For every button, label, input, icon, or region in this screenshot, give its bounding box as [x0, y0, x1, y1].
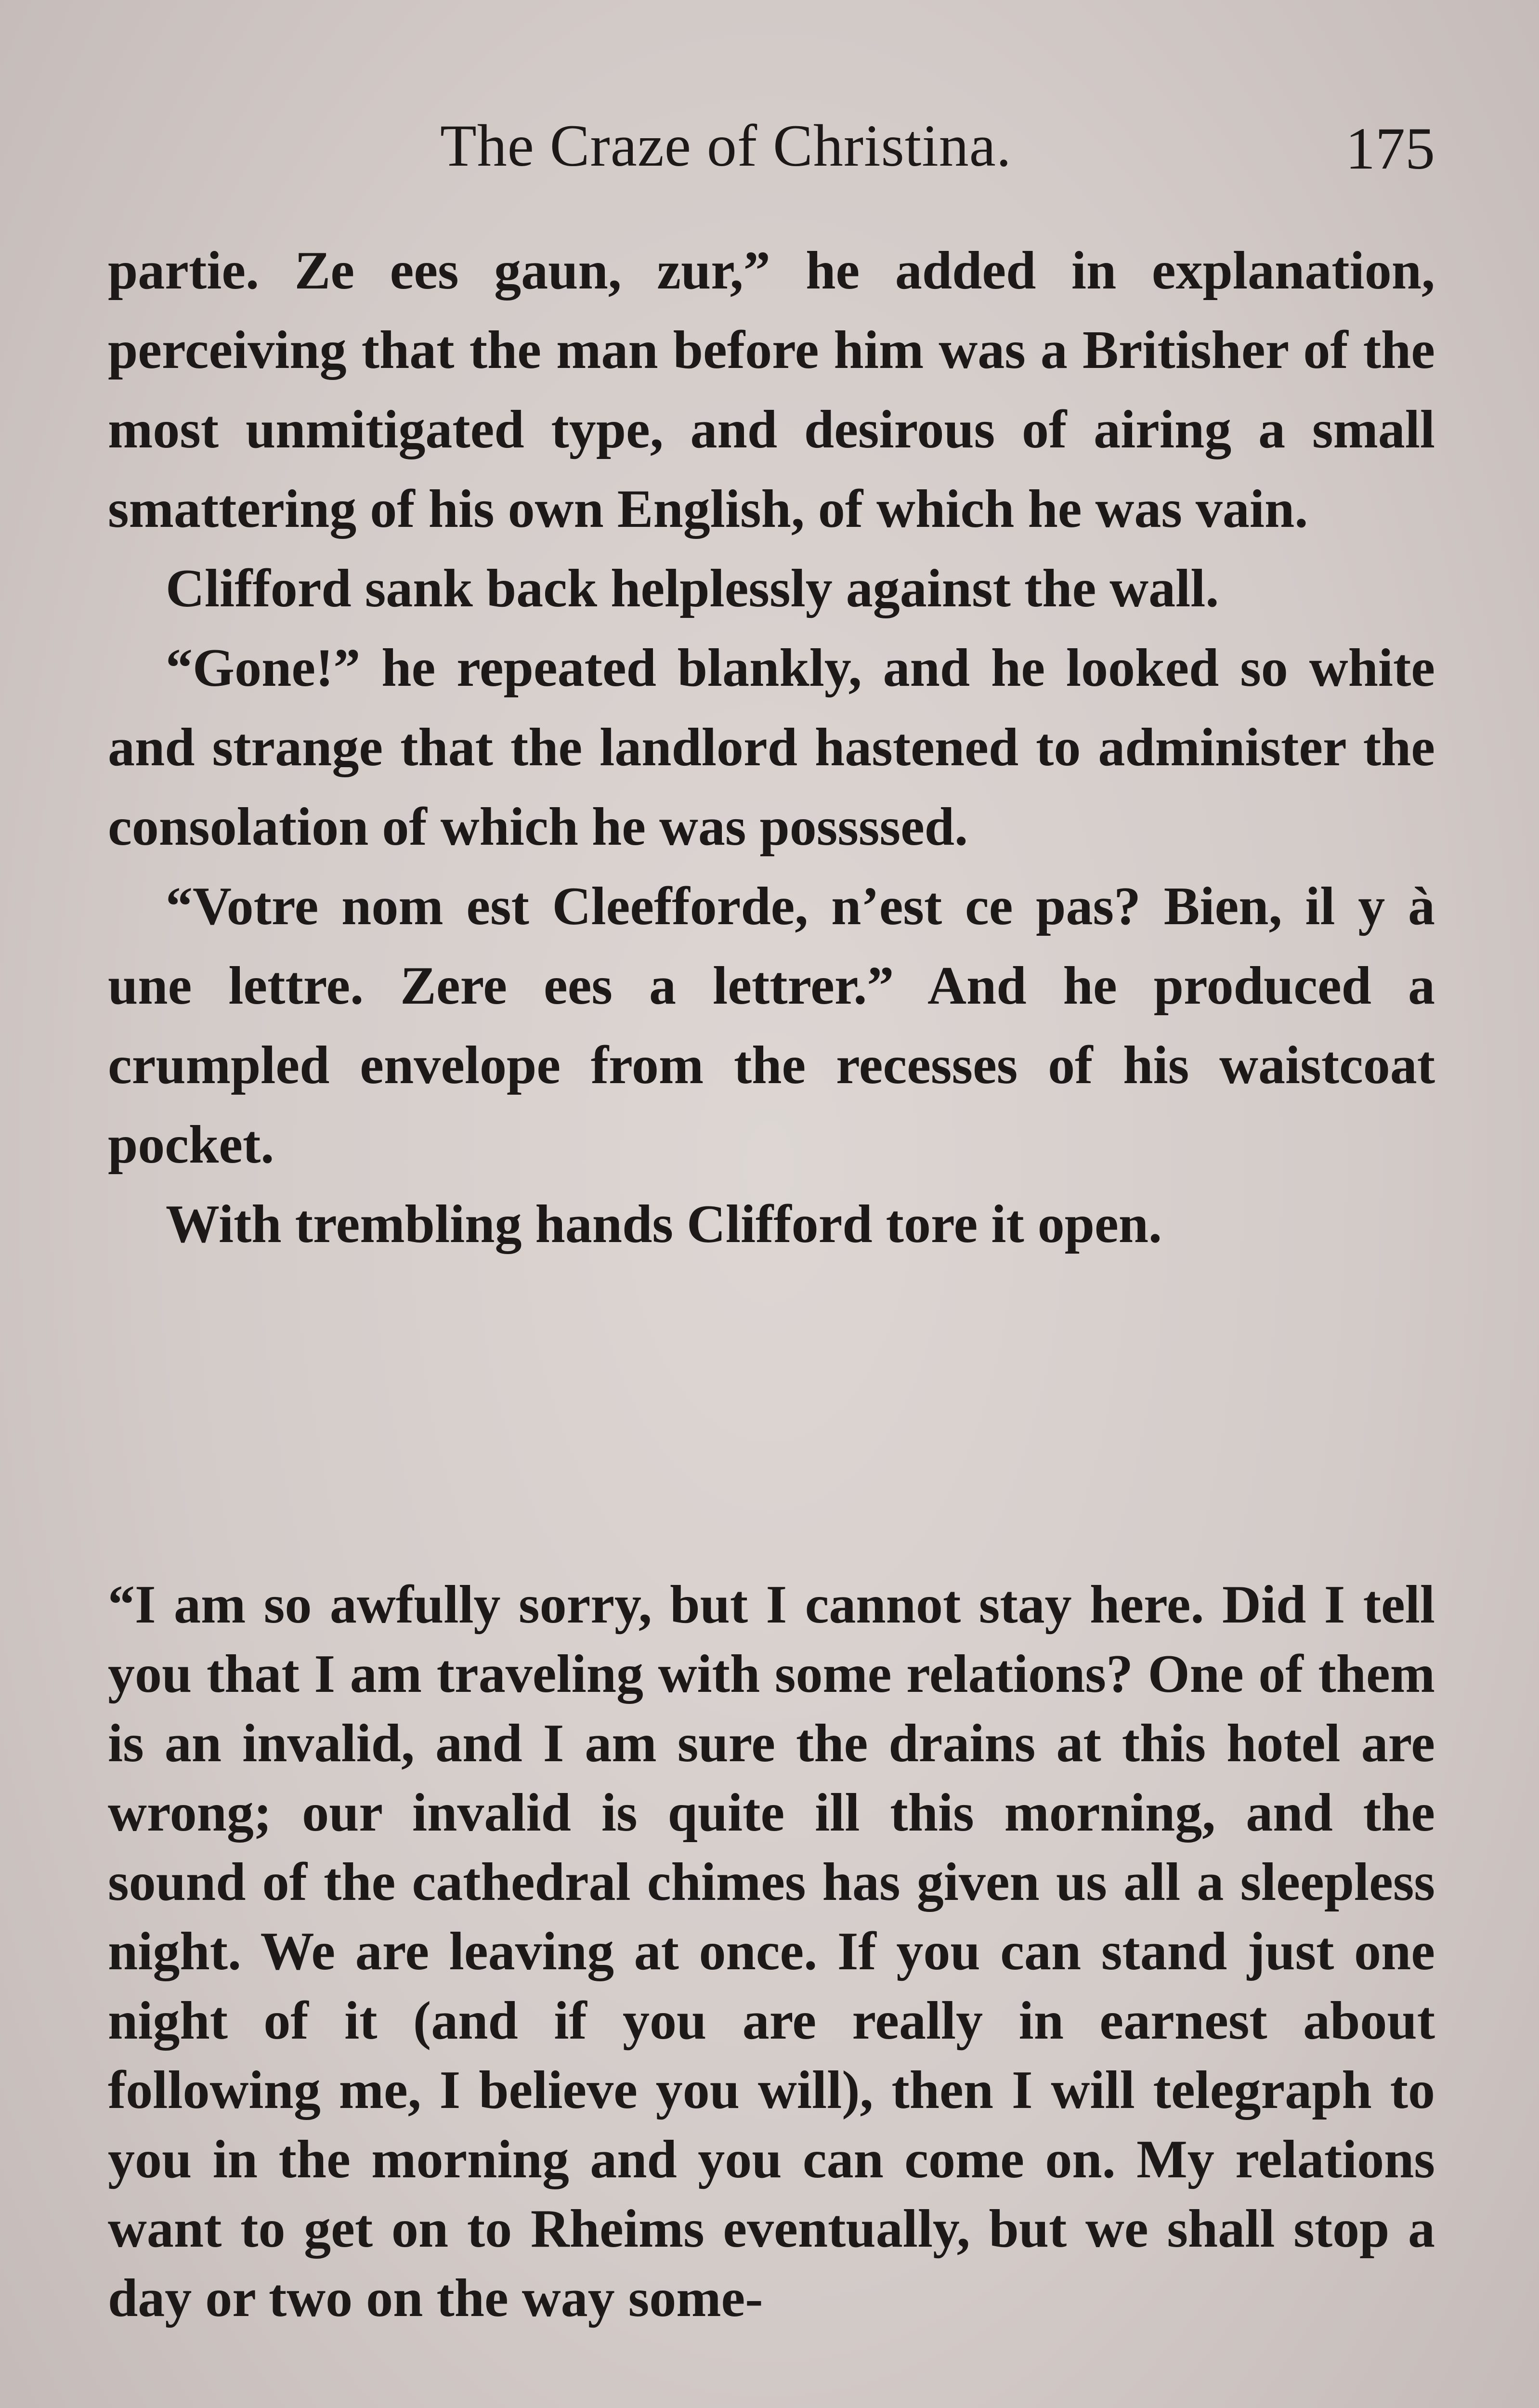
running-head [108, 110, 1435, 182]
page-number: 175 [1345, 116, 1435, 182]
letter-text [108, 1570, 1435, 2333]
paragraph-clifford-sank: Clifford sank back helplessly against the wall. [166, 559, 1219, 618]
paragraph-trembling-hands: With trembling hands Clifford tore it open. [166, 1194, 1162, 1254]
paragraph-continuation: partie. Ze ees gaun, zur,” he added in explanation, perceiving that the man before him was a Britisher of the most unmitigated type, and desirous of airing a small smattering of his own English, of which he was vain. [108, 241, 1435, 539]
letter-paragraph: “I am so awfully sorry, but I cannot stay here. Did I tell you that I am traveling with some relations? One of them is an invalid, and I am sure the drains at this hotel are wrong; our invalid is quite ill this morning, and the sound of the cathedral chimes has given us all a sleepless night. We are leaving at once. If you can stand just one night of it (and if you are really in earnest about following me, I believe you will), then I will telegraph to you in the morning and you can come on. My relations want to get on to Rheims eventually, but we shall stop a day or two on the way some- [108, 1575, 1435, 2328]
paragraph-gone: “Gone!” he repeated blankly, and he looked so white and strange that the landlord hastened to administer the consolation of which he was possssed. [108, 638, 1435, 857]
paragraph-votre-nom: “Votre nom est Cleefforde, n’est ce pas? Bien, il y à une lettre. Zere ees a lettrer.” And he produced a crumpled envelope from the recesses of his waistcoat pocket. [108, 877, 1435, 1175]
running-title: The Craze of Christina. [440, 113, 1012, 179]
narrative-text [108, 231, 1435, 1264]
